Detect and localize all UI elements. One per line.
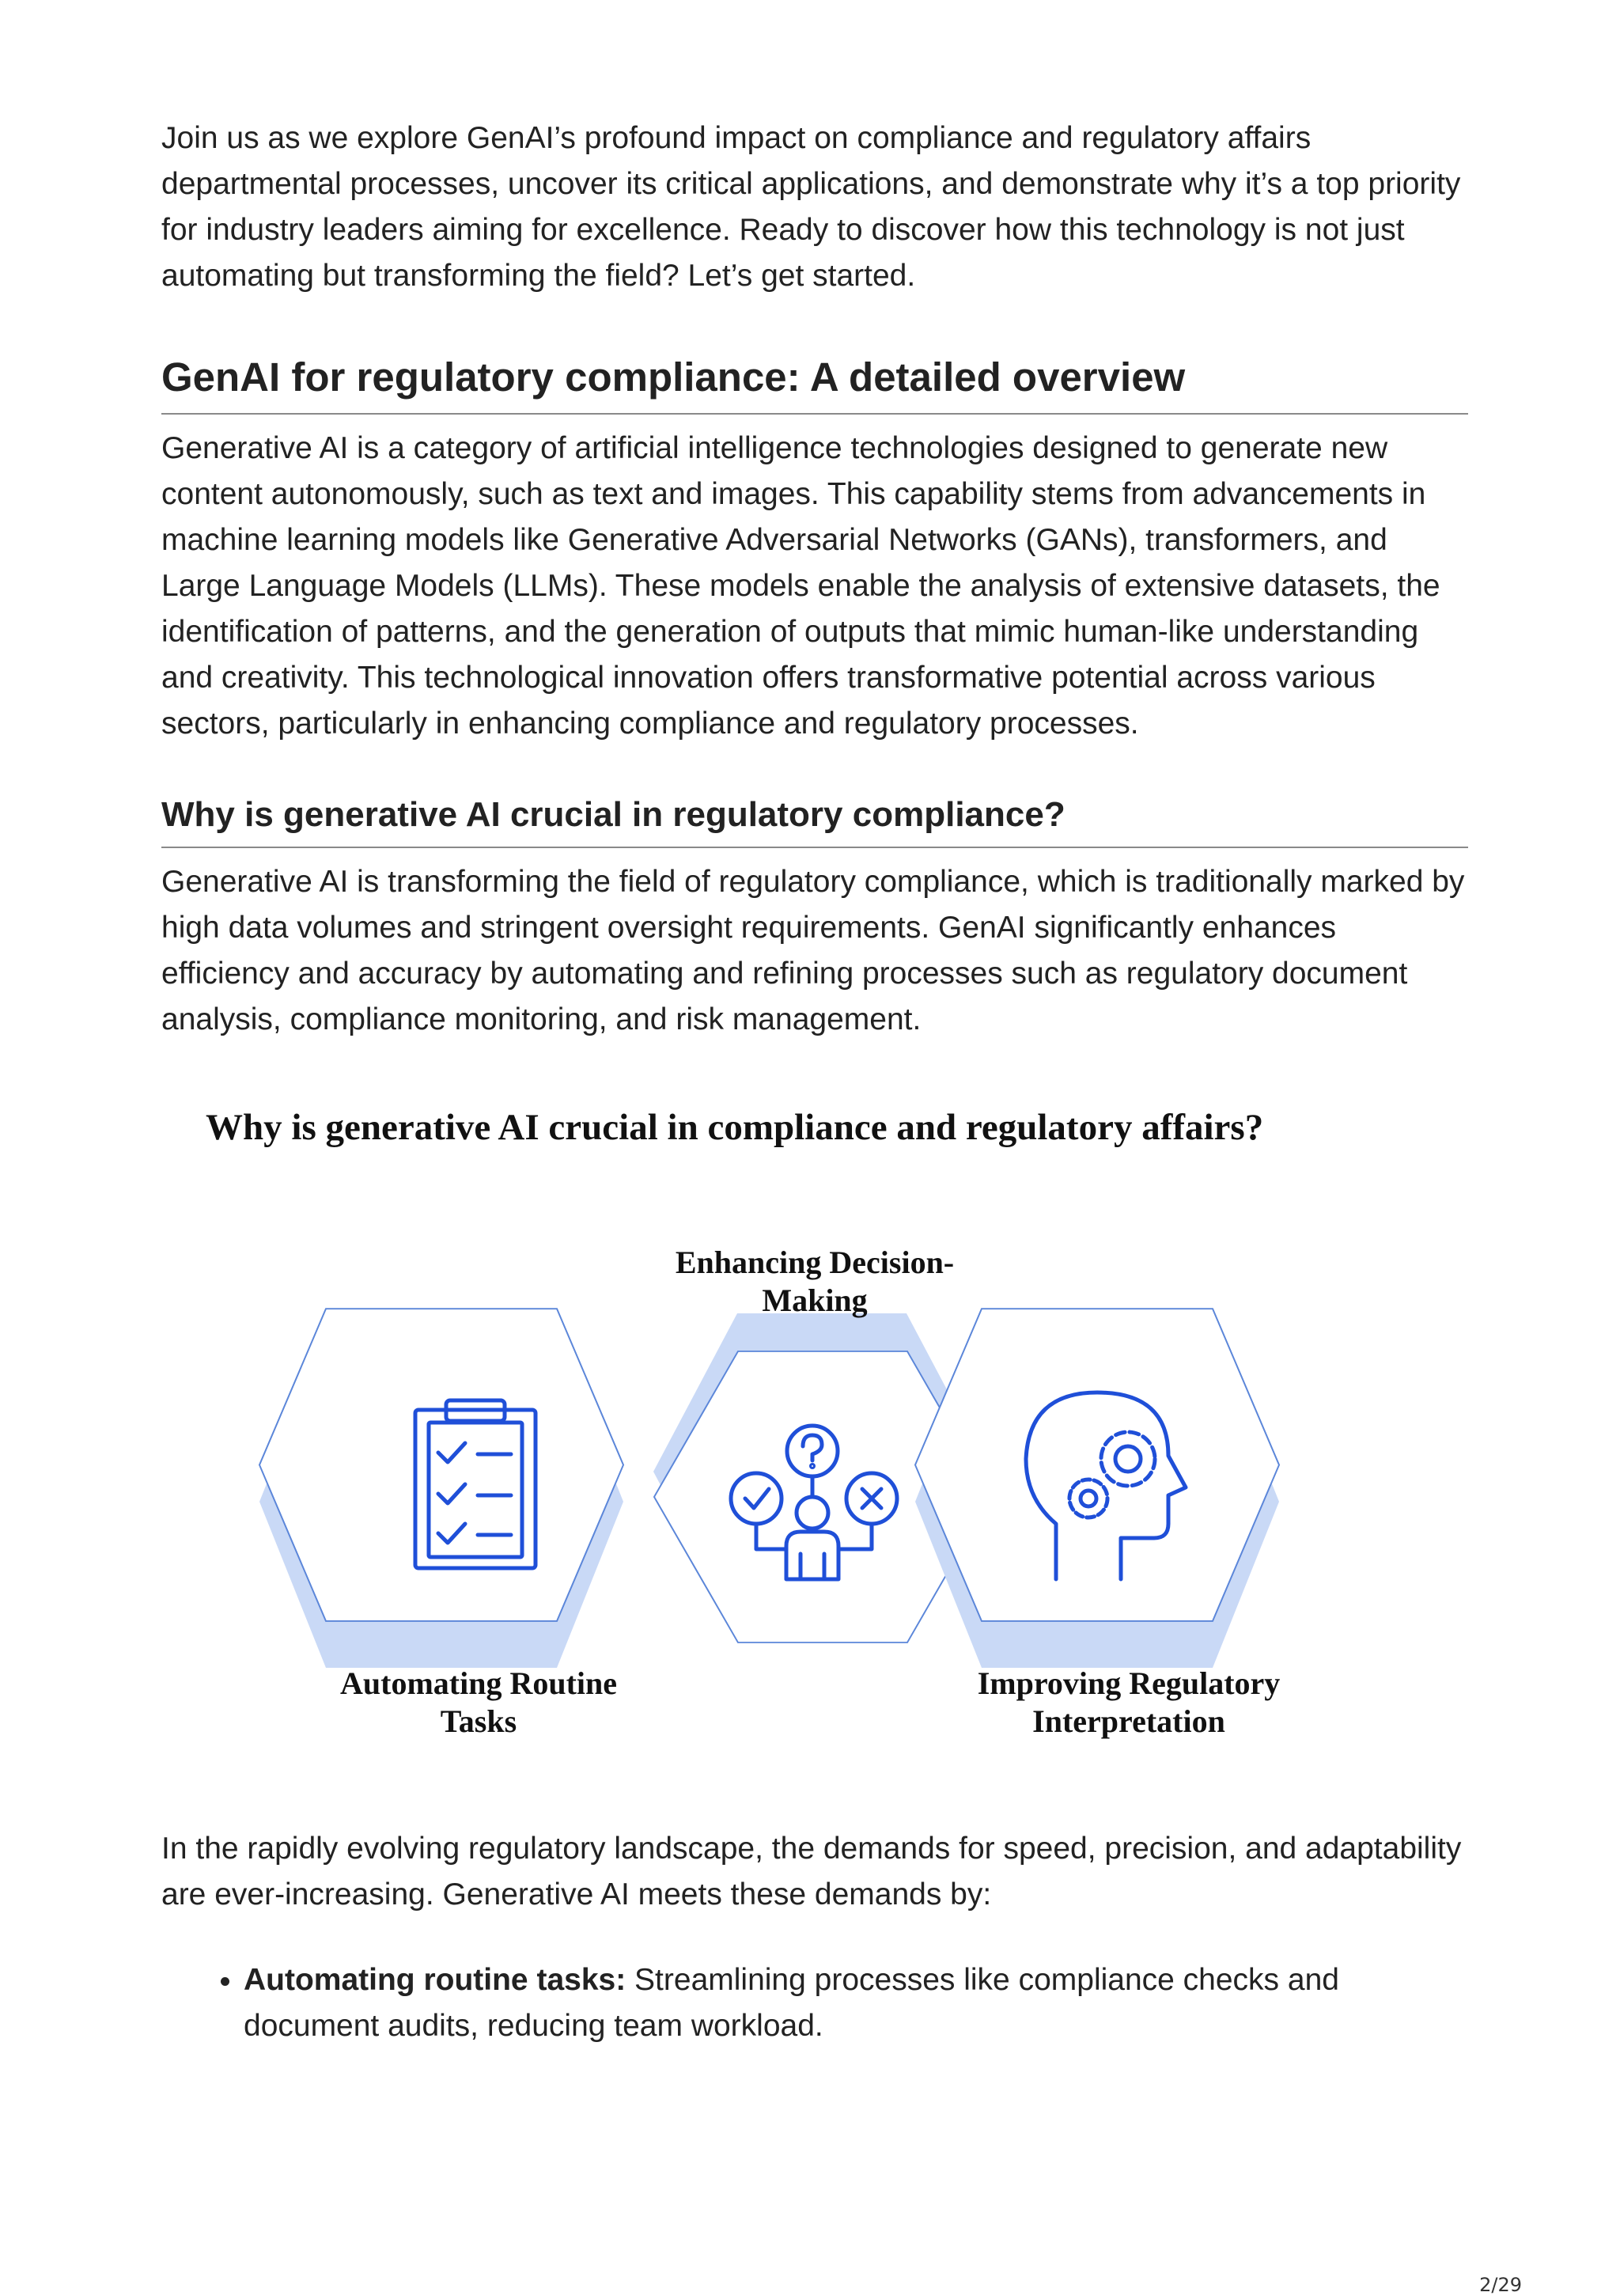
why-heading: Why is generative AI crucial in regulatory compliance? xyxy=(161,794,1468,848)
article-content xyxy=(161,116,1468,2049)
intro-paragraph: Join us as we explore GenAI’s profound impact on compliance and regulatory affairs departmental processes, uncover its critical applications, and demonstrate why it’s a top priority for industry leaders aiming for excellence. Ready to discover how this technology is not just automating but transforming the field? Let’s get started. xyxy=(161,121,1461,293)
page-number: 2/29 xyxy=(1479,2274,1522,2296)
figure-title: Why is generative AI crucial in compliance and regulatory affairs? xyxy=(206,1107,1264,1148)
label-enhancing-decision-making: Enhancing Decision-Making xyxy=(675,1245,955,1318)
why-paragraph: Generative AI is transforming the field of regulatory compliance, which is traditionally marked by high data volumes and stringent oversight requirements. GenAI significantly enhances efficiency and accuracy by automating and refining processes such as regulatory document analysis, compliance monitoring, and risk management. xyxy=(161,865,1465,1036)
hexagon-interpretation xyxy=(915,1309,1279,1668)
list-item xyxy=(244,1957,1468,2049)
bullet-text: Streamlining processes like compliance checks and document audits, reducing team workload. xyxy=(244,1963,1339,2043)
overview-paragraph: Generative AI is a category of artificial intelligence technologies designed to generate new content autonomously, such as text and images. This capability stems from advancements in machine learning models like Generative Adversarial Networks (GANs), transformers, and Large Language Models (LLMs). These models enable the analysis of extensive datasets, the identification of patterns, and the generation of outputs that mimic human-like understanding and creativity. This technological innovation offers transformative potential across various sectors, particularly in enhancing compliance and regulatory processes. xyxy=(161,431,1440,741)
landscape-paragraph: In the rapidly evolving regulatory landscape, the demands for speed, precision, and adaptability are ever-increasing. Generative AI meets these demands by: xyxy=(161,1832,1462,1911)
bullet-list xyxy=(161,1957,1468,2049)
label-automating-routine-tasks: Automating Routine Tasks xyxy=(339,1665,618,1739)
overview-heading: GenAI for regulatory compliance: A detailed overview xyxy=(161,354,1468,415)
label-improving-regulatory-interpretation: Improving Regulatory Interpretation xyxy=(977,1665,1281,1739)
hexagon-automating xyxy=(259,1309,623,1668)
infographic-figure xyxy=(161,1106,1468,1802)
bullet-bold: Automating routine tasks: xyxy=(244,1963,626,1997)
